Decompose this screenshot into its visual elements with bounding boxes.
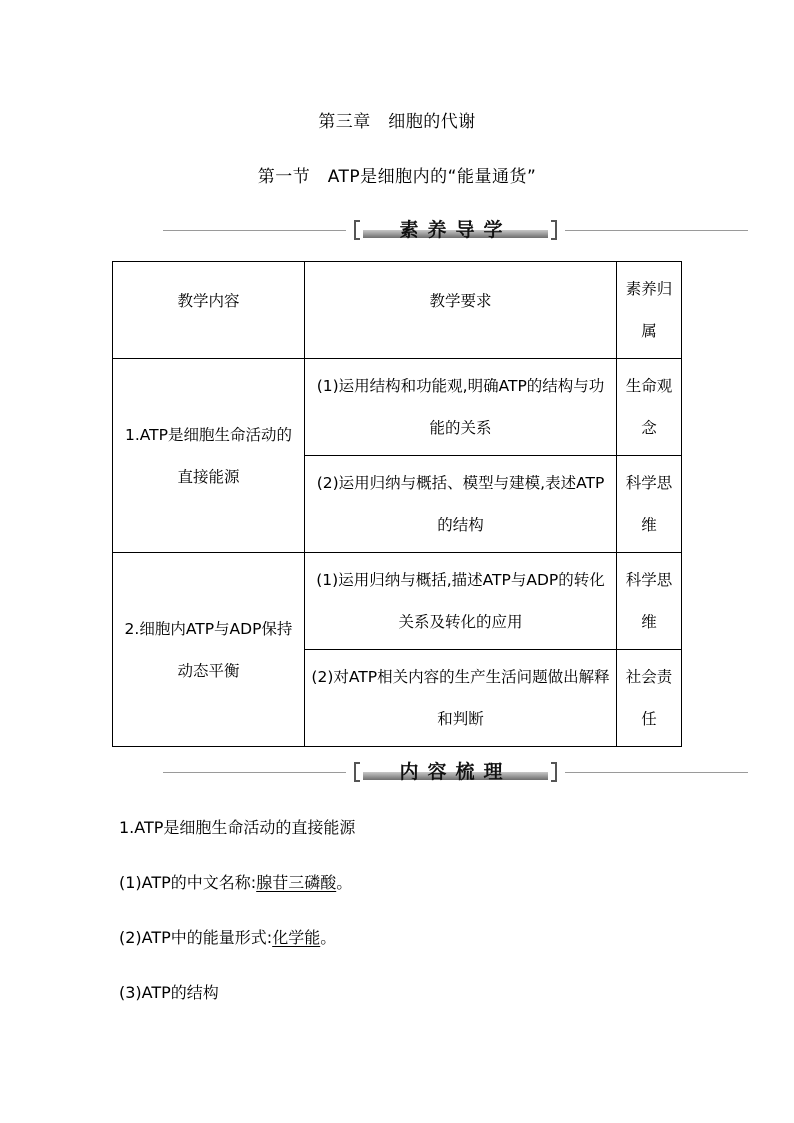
item-prefix: (1)ATP的中文名称: [119,873,257,892]
literacy-cell: 科学思维 [617,553,682,650]
content-cell: 2.细胞内ATP与ADP保持动态平衡 [113,553,305,747]
literacy-cell: 科学思维 [617,456,682,553]
banner-cap-right [551,762,557,782]
item-answer: 化学能 [272,928,321,947]
literacy-cell: 社会责任 [617,650,682,747]
content-item-structure [119,980,219,1003]
requirement-cell: (1)运用归纳与概括,描述ATP与ADP的转化关系及转化的应用 [305,553,617,650]
requirement-cell: (2)运用归纳与概括、模型与建模,表述ATP的结构 [305,456,617,553]
section-title: 第一节 ATP是细胞内的“能量通货” [257,167,537,187]
banner-rule-right [565,230,748,231]
chapter-title: 第三章 细胞的代谢 [318,112,476,132]
banner-guide [163,218,748,244]
item-prefix: (2)ATP中的能量形式: [119,928,273,947]
banner-cap-left [354,762,360,782]
banner-cap-right [551,220,557,240]
banner-label: 素养导学 [399,219,512,241]
requirement-cell: (1)运用结构和功能观,明确ATP的结构与功能的关系 [305,359,617,456]
content-heading: 1.ATP是细胞生命活动的直接能源 [119,818,356,837]
item-answer: 腺苷三磷酸 [256,873,337,892]
header-requirement: 教学要求 [305,262,617,359]
table-header-row [113,262,682,359]
item-suffix: 。 [320,928,337,947]
table-row [113,553,682,650]
header-literacy: 素养归属 [617,262,682,359]
header-content: 教学内容 [113,262,305,359]
banner-cap-left [354,220,360,240]
item-prefix: (3)ATP的结构 [119,983,219,1002]
literacy-cell: 生命观念 [617,359,682,456]
content-cell: 1.ATP是细胞生命活动的直接能源 [113,359,305,553]
requirement-cell: (2)对ATP相关内容的生产生活问题做出解释和判断 [305,650,617,747]
banner-label: 内容梳理 [399,761,512,783]
banner-rule-left [163,772,346,773]
banner-review [163,760,748,786]
content-item-energy [119,925,336,948]
content-item-name [119,870,352,893]
table-row [113,359,682,456]
item-suffix: 。 [336,873,353,892]
requirements-table [112,261,682,747]
banner-rule-right [565,772,748,773]
banner-rule-left [163,230,346,231]
